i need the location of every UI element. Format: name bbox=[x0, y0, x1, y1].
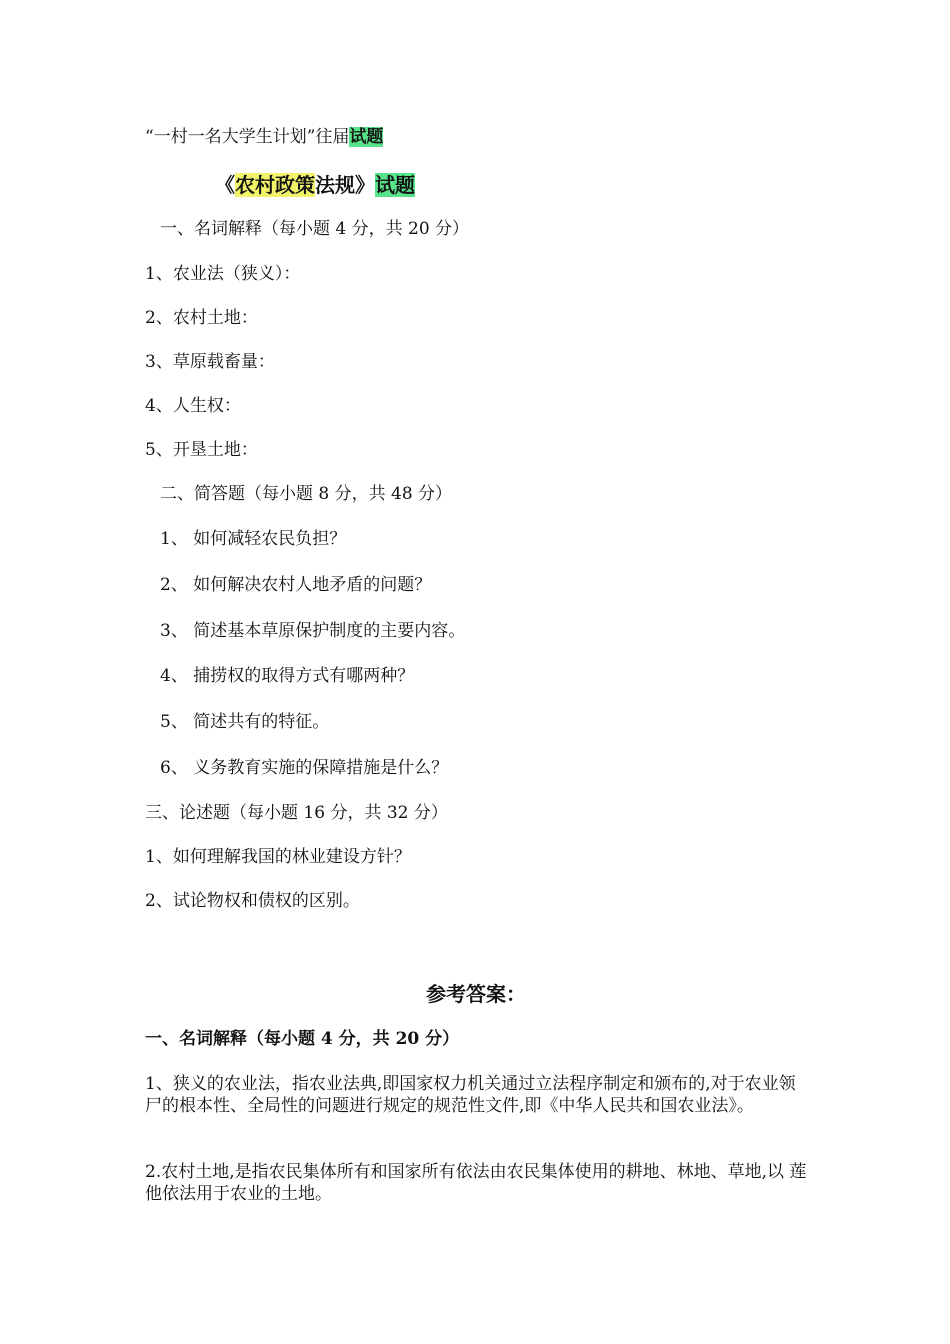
title-name-rest: 法规 bbox=[315, 173, 355, 197]
section2-heading: 二、简答题（每小题 8 分，共 48 分） bbox=[160, 484, 453, 504]
section3-item: 2、试论物权和债权的区别。 bbox=[145, 891, 360, 911]
section2-item: 1、 如何减轻农民负担？ bbox=[160, 529, 347, 549]
exam-header-prefix: “一村一名大学生计划”往届 bbox=[145, 127, 350, 147]
section1-item: 3、草原载畜量： bbox=[145, 352, 275, 372]
section3-heading: 三、论述题（每小题 16 分，共 32 分） bbox=[145, 803, 448, 823]
section3-item: 1、如何理解我国的林业建设方针？ bbox=[145, 847, 411, 867]
section2-item: 5、 简述共有的特征。 bbox=[160, 712, 330, 732]
section2-item: 2、 如何解决农村人地矛盾的问题？ bbox=[160, 575, 432, 595]
exam-header bbox=[145, 126, 383, 148]
answers-section1-heading: 一、名词解释（每小题 4 分，共 20 分） bbox=[145, 1029, 460, 1049]
section2-item: 6、 义务教育实施的保障措施是什么？ bbox=[160, 758, 449, 778]
section1-item: 5、开垦土地： bbox=[145, 440, 258, 460]
section2-item: 3、 简述基本草原保护制度的主要内容。 bbox=[160, 621, 466, 641]
exam-header-highlight: 试题 bbox=[349, 127, 384, 147]
answer-paragraph: 2.农村土地,是指农民集体所有和国家所有依法由农民集体使用的耕地、林地、草地,以 莲他依法用于农业的土地。 bbox=[145, 1162, 807, 1204]
section1-item: 4、人生权： bbox=[145, 396, 241, 416]
title-name: 农村政策 bbox=[235, 173, 315, 197]
answer-paragraph: 1、狭义的农业法，指农业法典,即国家权力机关通过立法程序制定和颁布的,对于农业领 尸的根本性、全局性的问题进行规定的规范性文件,即《中华人民共和国农业法》。 bbox=[145, 1074, 796, 1116]
exam-title bbox=[215, 172, 415, 198]
title-open: 《 bbox=[215, 173, 235, 197]
answers-heading: 参考答案： bbox=[426, 982, 526, 1006]
section1-heading: 一、名词解释（每小题 4 分，共 20 分） bbox=[160, 219, 470, 239]
section1-item: 1、农业法（狭义）： bbox=[145, 264, 301, 284]
section2-item: 4、 捕捞权的取得方式有哪两种？ bbox=[160, 666, 415, 686]
title-suffix: 试题 bbox=[375, 173, 415, 197]
title-close: 》 bbox=[355, 173, 375, 197]
section1-item: 2、农村土地： bbox=[145, 308, 258, 328]
